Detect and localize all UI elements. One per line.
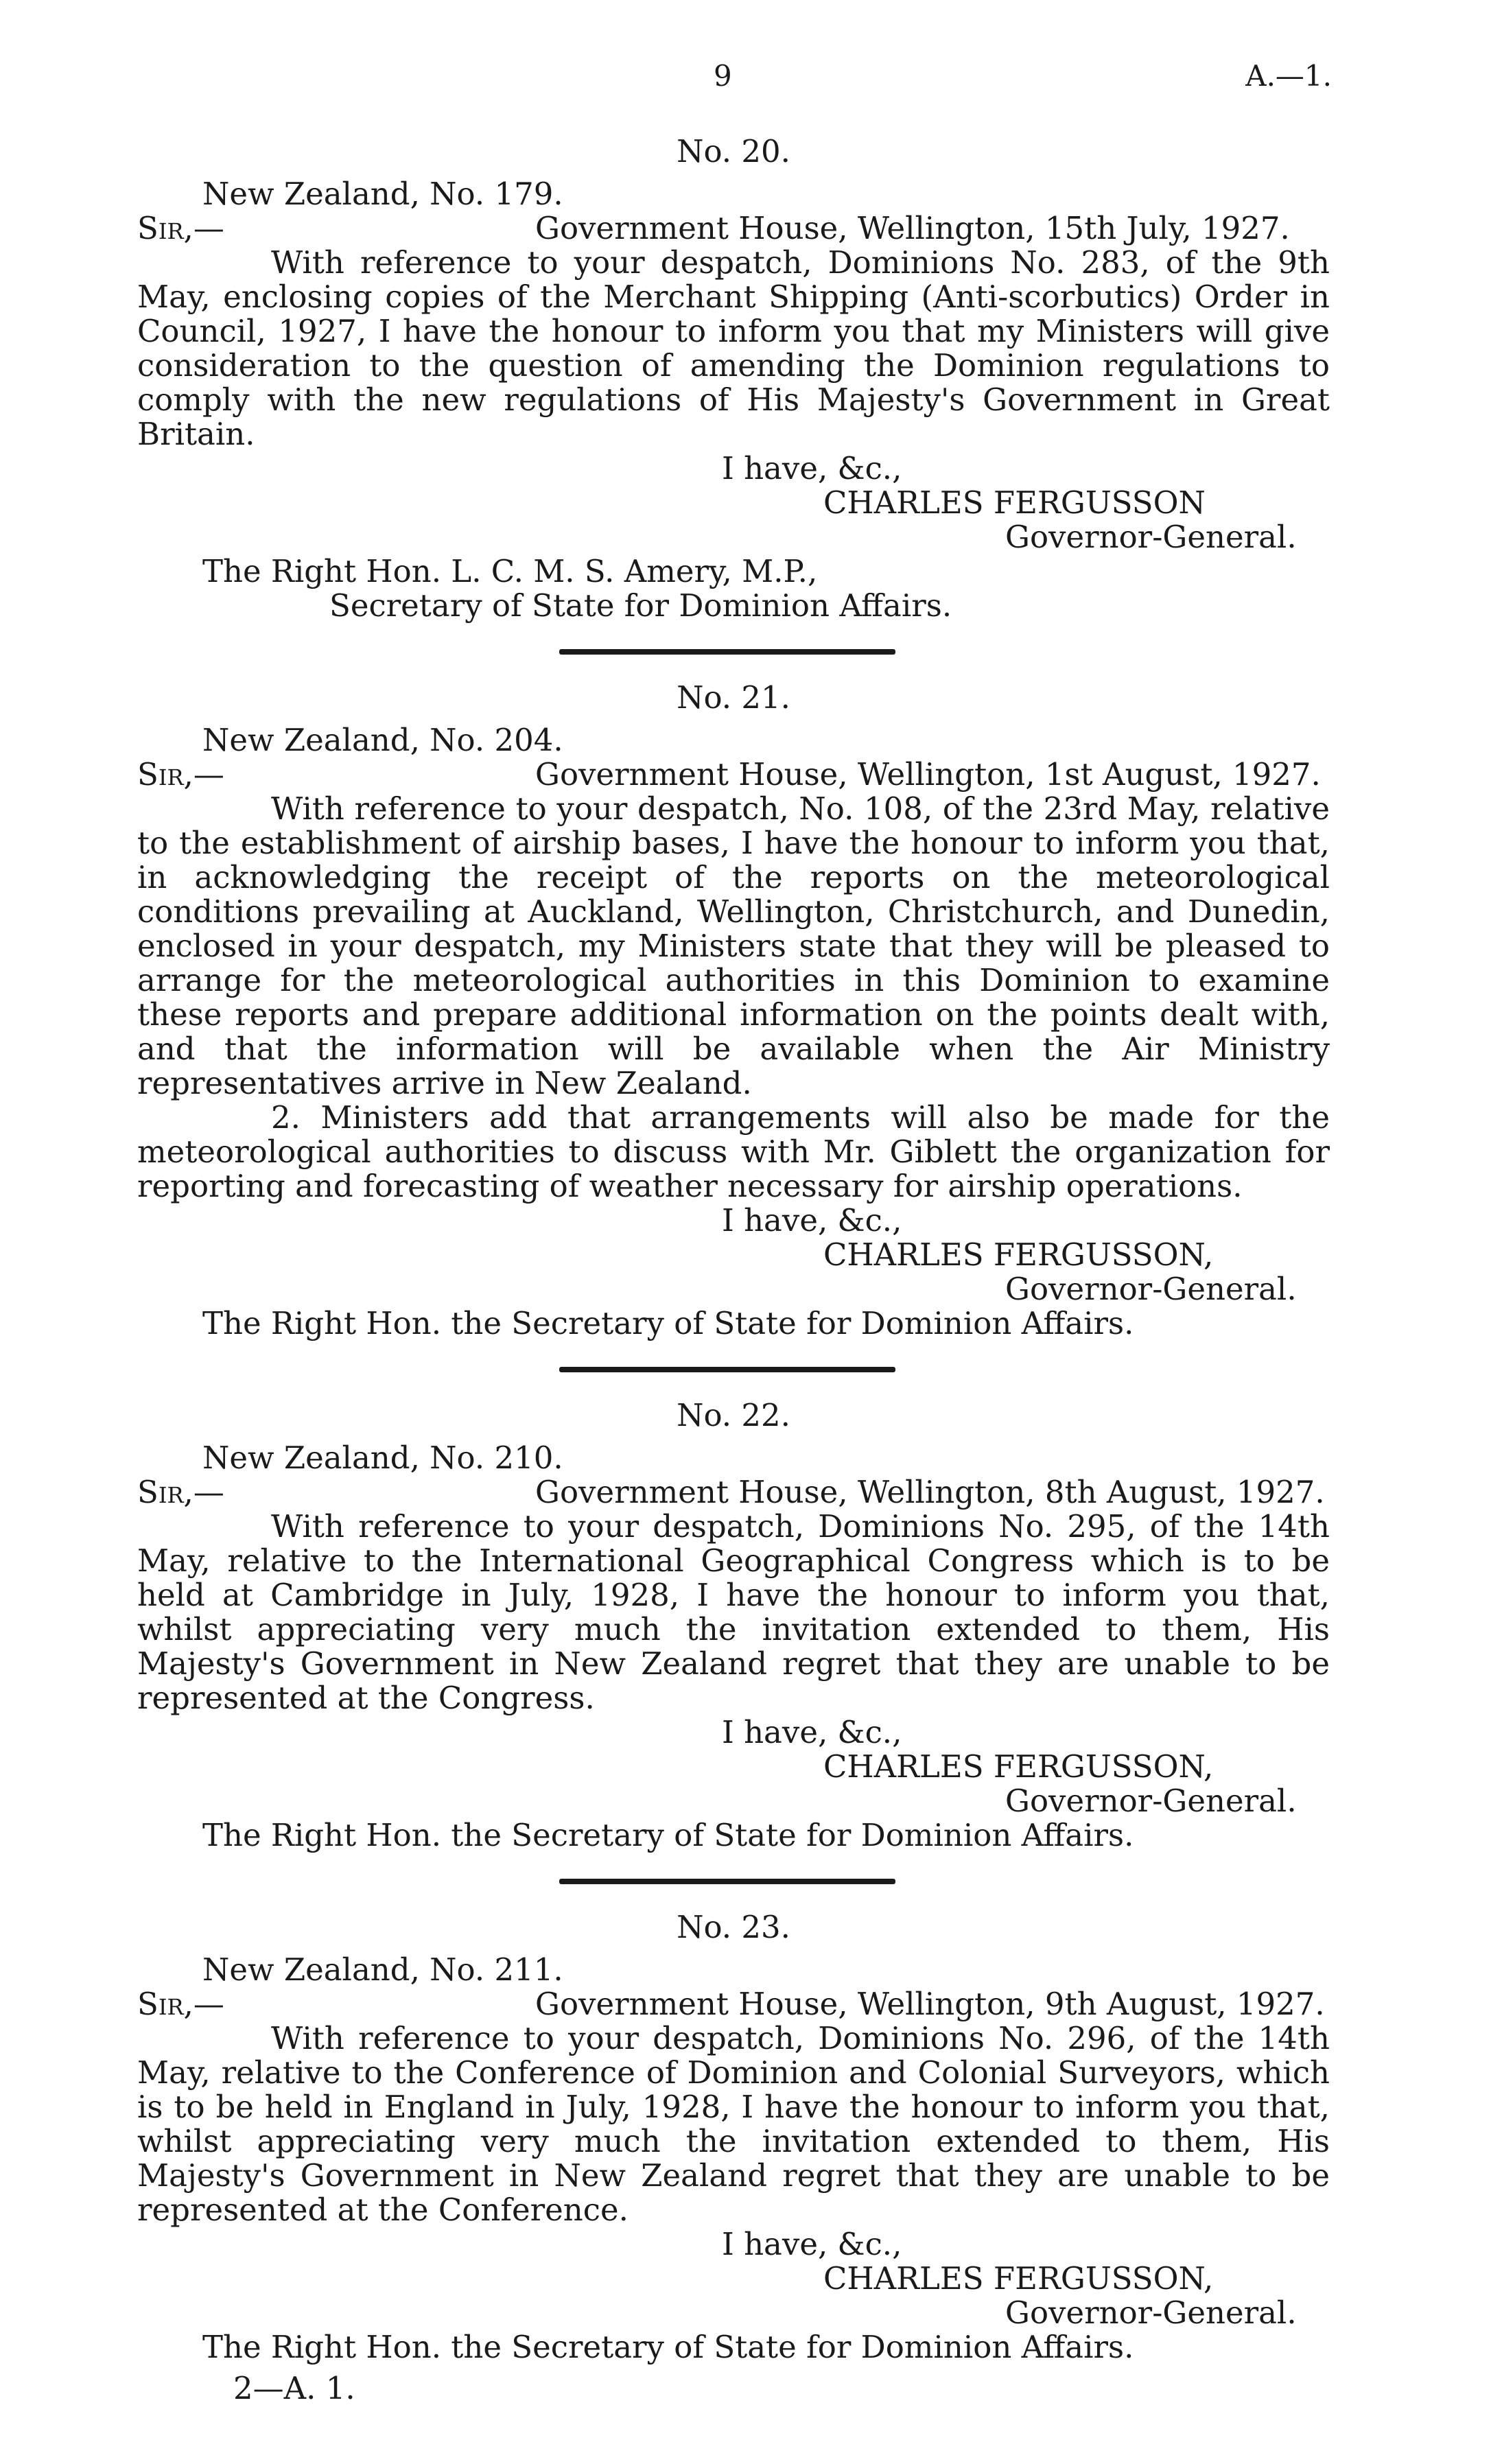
signatory: CHARLES FERGUSSON,	[823, 1748, 1214, 1785]
salutation-row	[137, 211, 1330, 246]
salutation-row	[137, 1987, 1330, 2021]
signatory-title: Governor-General.	[1005, 519, 1297, 555]
signatory-title: Governor-General.	[1005, 1271, 1297, 1307]
letter-number: No. 22.	[677, 1397, 790, 1433]
addressee: The Right Hon. the Secretary of State for Dominion Affairs.	[202, 2329, 1134, 2365]
closing: I have, &c.,	[722, 1202, 902, 1239]
signature-reference: 2—A. 1.	[233, 2370, 355, 2406]
salutation: Sir,—	[137, 210, 224, 246]
letter-number: No. 20.	[677, 133, 790, 169]
letter-paragraph: With reference to your despatch, Dominions No. 296, of the 14th May, relative to the Conference of Dominion and Colonial Surveyors, which is to be held in England in July, 1928, I have the honour to inform you that, whilst appreciating very much the invitation extended to them, His Majesty's Government in New Zealand regret that they are unable to be represented at the Conference.	[137, 2020, 1330, 2228]
letter-paragraph: With reference to your despatch, No. 108, of the 23rd May, relative to the establishment of airship bases, I have the honour to inform you that, in acknowledging the receipt of the reports on the meteorological conditions prevailing at Auckland, Wellington, Christchurch, and Dunedin, enclosed in your despatch, my Ministers state that they will be pleased to arrange for the meteorological authorities in this Dominion to examine these reports and prepare additional information on the points dealt with, and that the information will be available when the Air Ministry representatives arrive in New Zealand.	[137, 790, 1330, 1101]
letter-paragraph: 2. Ministers add that arrangements will also be made for the meteorological authorities to discuss with Mr. Giblett the organization for reporting and forecasting of weather necessary for airship operations.	[137, 1099, 1330, 1204]
letter-origin-date: Government House, Wellington, 9th August, 1927.	[535, 1986, 1325, 2022]
section-divider	[559, 1879, 895, 1884]
salutation-row	[137, 758, 1330, 792]
letter-paragraph: With reference to your despatch, Dominions No. 283, of the 9th May, enclosing copies of the Merchant Shipping (Anti-scorbutics) Order in Council, 1927, I have the honour to inform you that my Ministers will give consideration to the question of amending the Dominion regulations to comply with the new regulations of His Majesty's Government in Great Britain.	[137, 244, 1330, 452]
despatch-reference: New Zealand, No. 204.	[202, 722, 563, 758]
signatory: CHARLES FERGUSSON,	[823, 2260, 1214, 2297]
letter-paragraph: With reference to your despatch, Dominions No. 295, of the 14th May, relative to the International Geographical Congress which is to be held at Cambridge in July, 1928, I have the honour to inform you that, whilst appreciating very much the invitation extended to them, His Majesty's Government in New Zealand regret that they are unable to be represented at the Congress.	[137, 1508, 1330, 1716]
section-divider	[559, 1367, 895, 1372]
despatch-reference: New Zealand, No. 211.	[202, 1951, 563, 1988]
document-reference: A.—1.	[1245, 59, 1332, 93]
closing: I have, &c.,	[722, 1714, 902, 1750]
letter-number: No. 21.	[677, 679, 790, 716]
addressee: The Right Hon. the Secretary of State for Dominion Affairs.	[202, 1817, 1134, 1853]
signatory: CHARLES FERGUSSON,	[823, 1236, 1214, 1273]
letter-origin-date: Government House, Wellington, 15th July, 1927.	[535, 210, 1290, 246]
signatory-title: Governor-General.	[1005, 2295, 1297, 2331]
page-header	[0, 59, 1491, 100]
letter-origin-date: Government House, Wellington, 8th August, 1927.	[535, 1474, 1325, 1510]
signatory: CHARLES FERGUSSON	[823, 484, 1206, 521]
despatch-reference: New Zealand, No. 210.	[202, 1440, 563, 1476]
page-number: 9	[714, 59, 732, 93]
letter-no-23	[137, 1910, 1330, 2365]
despatch-reference: New Zealand, No. 179.	[202, 176, 563, 212]
page-content	[137, 134, 1330, 2406]
addressee: The Right Hon. the Secretary of State for Dominion Affairs.	[202, 1305, 1134, 1341]
salutation: Sir,—	[137, 756, 224, 793]
salutation: Sir,—	[137, 1986, 224, 2022]
addressee: The Right Hon. L. C. M. S. Amery, M.P.,	[202, 553, 818, 589]
closing: I have, &c.,	[722, 450, 902, 486]
letter-no-21	[137, 681, 1330, 1341]
salutation: Sir,—	[137, 1474, 224, 1510]
addressee-office: Secretary of State for Dominion Affairs.	[329, 587, 952, 624]
closing: I have, &c.,	[722, 2226, 902, 2262]
signatory-title: Governor-General.	[1005, 1783, 1297, 1819]
letter-no-22	[137, 1398, 1330, 1853]
section-divider	[559, 649, 895, 655]
letter-number: No. 23.	[677, 1909, 790, 1945]
salutation-row	[137, 1475, 1330, 1510]
letter-no-20	[137, 134, 1330, 623]
letter-origin-date: Government House, Wellington, 1st August, 1927.	[535, 756, 1321, 793]
